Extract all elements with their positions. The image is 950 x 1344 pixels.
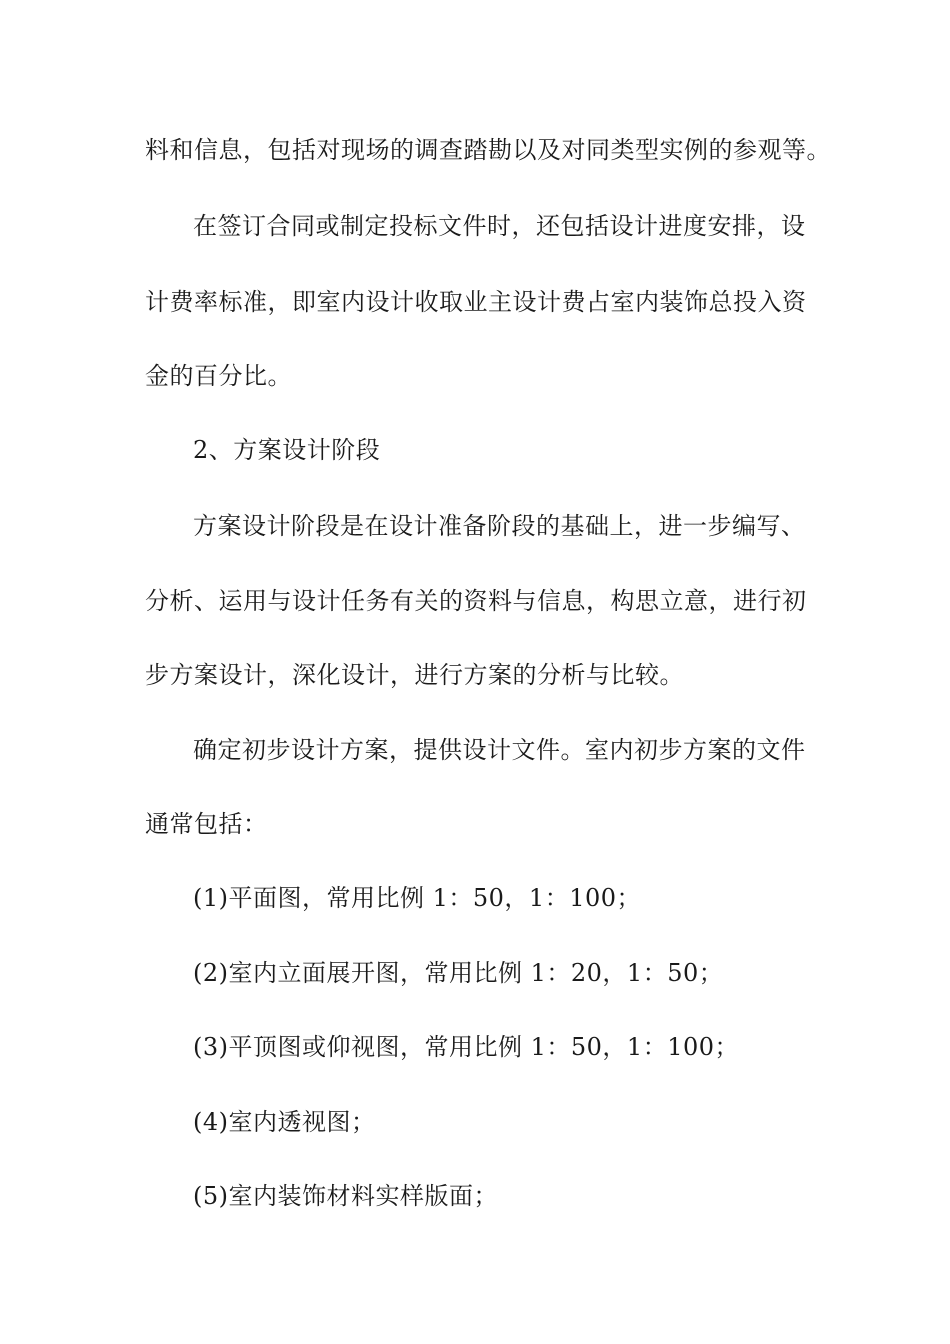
paragraph-contract-line-1: 在签订合同或制定投标文件时，还包括设计进度安排，设 (193, 212, 806, 240)
paragraph-scheme-line-2: 分析、运用与设计任务有关的资料与信息，构思立意，进行初 (145, 587, 807, 615)
paragraph-continuation-line: 料和信息，包括对现场的调查踏勘以及对同类型实例的参观等。 (145, 136, 831, 164)
paragraph-scheme-line-1: 方案设计阶段是在设计准备阶段的基础上，进一步编写、 (193, 512, 806, 540)
list-item: (1)平面图，常用比例 1：50，1：100； (193, 884, 642, 912)
paragraph-contract-line-3: 金的百分比。 (145, 362, 292, 390)
list-item: (5)室内装饰材料实样版面； (193, 1182, 498, 1210)
list-item: (2)室内立面展开图，常用比例 1：20，1：50； (193, 959, 724, 987)
paragraph-files-line-1: 确定初步设计方案，提供设计文件。室内初步方案的文件 (193, 736, 806, 764)
paragraph-contract-line-2: 计费率标准，即室内设计收取业主设计费占室内装饰总投入资 (145, 288, 807, 316)
paragraph-scheme-line-3: 步方案设计，深化设计，进行方案的分析与比较。 (145, 661, 684, 689)
paragraph-files-line-2: 通常包括： (145, 810, 268, 838)
section-heading: 2、方案设计阶段 (193, 436, 381, 464)
list-item: (4)室内透视图； (193, 1108, 376, 1136)
list-item: (3)平顶图或仰视图，常用比例 1：50，1：100； (193, 1033, 740, 1061)
